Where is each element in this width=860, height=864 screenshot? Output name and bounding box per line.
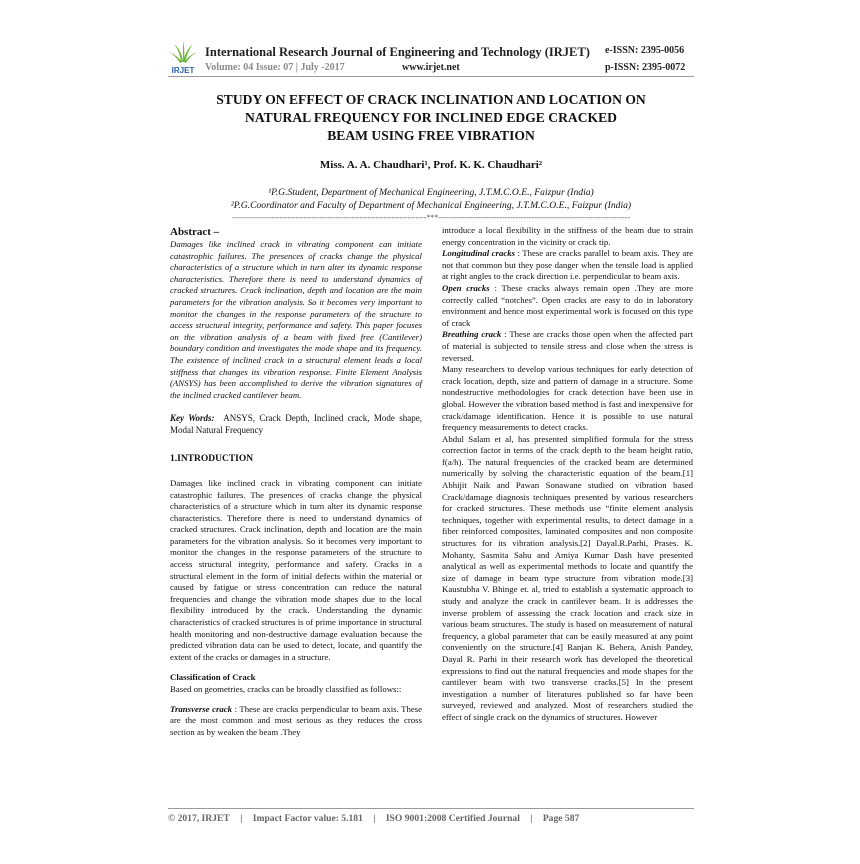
- continued-text: introduce a local flexibility in the stiffness of the beam due to strain energy concentration in the vicinity or crack tip.: [442, 225, 693, 247]
- footer-sep: |: [240, 813, 243, 824]
- body-paragraph: Many researchers to develop various techniques for early detection of crack location, depth, size and pattern of damage in a structure. Some nondestructive methodologies for crack detection have been use in global. However the vibration based method is fast and inexpensive for crack/damage identification. Hence it is possible to use natural frequency measurements to detect cracks.: [442, 364, 693, 433]
- authors: Miss. A. A. Chaudhari¹, Prof. K. K. Chaudhari²: [319, 159, 543, 171]
- footer-rule: [168, 808, 694, 809]
- title-line: NATURAL FREQUENCY FOR INCLINED EDGE CRACKED: [245, 110, 617, 125]
- open-crack-para: [442, 283, 693, 329]
- intro-text: Damages like inclined crack in vibrating component can initiate catastrophic failures. The presences of cracks change the physical characteristics of a structure which in turn alter its dynamic response characteristics. Therefore there is need to understand dynamics of cracked structures. Crack inclination, depth and location are the main parameters for the vibration analysis. So it becomes very important to monitor the changes in the response parameters of the structure to access structural integrity, performance and safety. Cracks in a structural element in the form of initial defects within the material or caused by fatigue or stress concentration can reduce the natural frequencies and change the vibration mode shapes due to the local flexibility introduced by the crack. Understanding the dynamic characteristics of cracked structures is of prime importance in structural health monitoring and non-destructive damage evaluation because the predicted vibration data can be used to detect, locate, and quantify the extent of the cracks or damages in a structure.: [170, 477, 422, 662]
- term: Longitudinal cracks: [442, 248, 515, 259]
- keywords-text: ANSYS, Crack Depth, Inclined crack, Mode shape, Modal Natural Frequency: [170, 413, 422, 436]
- header-rule: [168, 76, 694, 77]
- journal-website[interactable]: www.irjet.net: [402, 62, 460, 73]
- breathing-crack-para: [442, 329, 693, 364]
- term: Transverse crack: [170, 703, 233, 714]
- paper-title: [168, 91, 694, 145]
- title-line: STUDY ON EFFECT OF CRACK INCLINATION AND LOCATION ON: [216, 92, 646, 107]
- keywords-label: Key Words:: [170, 413, 215, 424]
- page-footer: [168, 813, 587, 824]
- term-definition: : These are cracks parallel to beam axis. They are not that common but they pose danger when the tensile load is applied at right angles to the crack direction i.e. perpendicular to beam axis.: [442, 248, 694, 282]
- volume-issue: Volume: 04 Issue: 07 | July -2017: [205, 62, 345, 73]
- section-separator: -------------------------------------------------------------------------***------------------------------------------------------------------------: [231, 213, 631, 222]
- affiliation: ¹P.G.Student, Department of Mechanical Engineering, J.T.M.C.O.E., Faizpur (India): [268, 187, 594, 198]
- classification-text: Based on geometries, cracks can be broadly classified as follows::: [170, 684, 402, 694]
- footer-sep: |: [373, 813, 376, 824]
- title-line: BEAM USING FREE VIBRATION: [327, 128, 535, 143]
- transverse-crack-para: [170, 704, 422, 739]
- affiliation: ²P.G.Coordinator and Faculty of Department of Mechanical Engineering, J.T.M.C.O.E., Faizpur (India): [230, 200, 632, 211]
- literature-review-paragraph: Abdul Salam et al, has presented simplified formula for the stress correction factor in terms of the crack depth to the beam height ratio, f(a/h). The natural frequencies of the cracked beam are determined numerically by solving the characteristic equation of the beam.[1] Abhijit Naik and Pawan Sonawane studied on vibration based Crack/damage diagnosis techniques presented by various researchers for cracked structures. These methods use “finite element analysis techniques, together with experimental results, to detect damage in a fiber reinforced composites, laminated composites and non composite structures for its vibration analysis.[2] Dayal.R.Parhi, Prases. K. Mohanty, Sasmita Sahu and Amiya Kumar Dash have presented analytical as well as experimental methods to locate and quantify the size of damage in beam type structure from vibration mode.[3] Kaustubha V. Bhinge et. al, tried to establish a systematic approach to study and analyze the crack in cantilever beam. It is addresses the inverse problem of assessing the crack location and crack size in various beam structures. The study is based on measurement of natural frequency, a global parameter that can be easily measured at any point conveniently on the structure.[4] Ranjan K. Behera, Anish Pandey, Dayal R. Parhi in their research work has developed the theoretical expressions to find out the natural frequencies and mode shapes for the cantilever beam with two transverse cracks.[5] In the present investigation a number of literatures published so far have been surveyed, reviewed and analyzed. Most of researchers studied the effect of single crack on the dynamics of structures. However: [442, 433, 693, 722]
- page-number: Page 587: [542, 813, 580, 824]
- logo-text: IRJET: [171, 66, 195, 75]
- longitudinal-crack-para: [442, 248, 693, 283]
- section-heading: 1.INTRODUCTION: [170, 454, 254, 465]
- pissn: p-ISSN: 2395-0072: [605, 62, 686, 73]
- eissn: e-ISSN: 2395-0056: [605, 45, 685, 56]
- keywords: [170, 412, 422, 436]
- irjet-logo-icon: [168, 40, 198, 76]
- footer-iso: ISO 9001:2008 Certified Journal: [385, 813, 520, 824]
- subsection-heading: Classification of Crack: [170, 672, 256, 683]
- left-column: [170, 225, 422, 738]
- term: Breathing crack: [442, 329, 502, 340]
- journal-name: International Research Journal of Engineering and Technology (IRJET): [205, 45, 590, 59]
- term: Open cracks: [442, 282, 490, 293]
- right-column: [442, 225, 693, 724]
- term-definition: : These cracks always remain open .They are more correctly called “notches”. Open cracks are easy to do in laboratory environment and hence most experimental work is focused on this type of crack: [442, 282, 693, 328]
- abstract-text: Damages like inclined crack in vibrating component can initiate catastrophic failures. The presences of cracks change the physical characteristics of a structure which in turn alter its dynamic response characteristics. Therefore there is need to understand dynamics of cracked structures. Crack inclination, depth and location are the main parameters for the vibration analysis. So it becomes very important to monitor the changes in the response parameters of the structure to access structural integrity, performance and safety. This paper focuses on the vibration analysis of a beam with fixed free (Cantilever) boundary condition and investigates the mode shape and its frequency. The existence of inclined crack in a structural element leads a local stiffness that changes its vibration response. Finite Element Analysis (ANSYS) has been accomplished to derive the vibration signatures of the inclined cracked cantilever beam.: [170, 239, 422, 400]
- footer-sep: |: [530, 813, 533, 824]
- abstract-heading: Abstract –: [170, 226, 220, 238]
- footer-copyright: © 2017, IRJET: [168, 813, 230, 824]
- term-definition: : These are cracks those open when the affected part of material is subjected to tensile stress and close when the stress is reversed.: [442, 329, 693, 363]
- footer-impact: Impact Factor value: 5.181: [252, 813, 363, 824]
- term-definition: : These are cracks perpendicular to beam axis. These are the most common and most serious as they reduces the cross section as by weaken the beam .They: [170, 703, 422, 737]
